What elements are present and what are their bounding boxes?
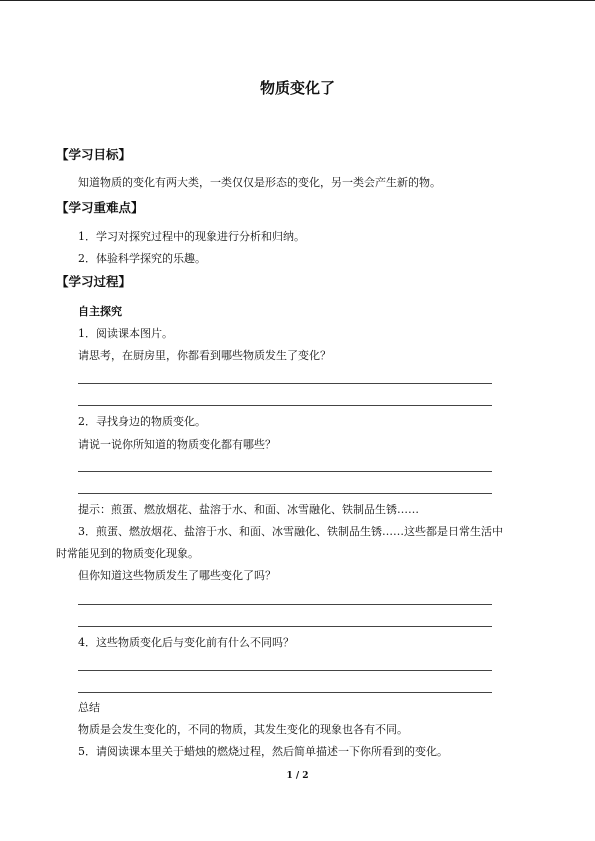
section-heading-process: 【学习过程】 xyxy=(56,274,132,289)
subheading-self-inquiry: 自主探究 xyxy=(78,305,122,318)
question-2: 2．寻找身边的物质变化。 xyxy=(78,415,206,428)
header-rule xyxy=(0,0,595,1)
answer-line xyxy=(78,405,492,406)
answer-line xyxy=(78,383,492,384)
section-heading-goals: 【学习目标】 xyxy=(56,147,132,162)
answer-line xyxy=(78,626,492,627)
question-2-prompt: 请说一说你所知道的物质变化都有哪些？ xyxy=(78,438,276,451)
page-title: 物质变化了 xyxy=(259,79,335,97)
summary-text: 物质是会发生变化的，不同的物质，其发生变化的现象也各有不同。 xyxy=(78,723,408,736)
hint-text: 提示：煎蛋、燃放烟花、盐溶于水、和面、冰雪融化、铁制品生锈…… xyxy=(78,503,419,516)
answer-line xyxy=(78,471,492,472)
question-3-prompt: 但你知道这些物质发生了哪些变化了吗？ xyxy=(78,569,276,582)
question-5: 5．请阅读课本里关于蜡烛的燃烧过程，然后简单描述一下你所看到的变化。 xyxy=(78,745,448,758)
summary-label: 总结 xyxy=(78,701,100,714)
section-heading-key-points: 【学习重难点】 xyxy=(56,200,144,215)
question-3-line-1: 3．煎蛋、燃放烟花、盐溶于水、和面、冰雪融化、铁制品生锈……这些都是日常生活中 xyxy=(78,525,503,538)
key-point-item: 2．体验科学探究的乐趣。 xyxy=(78,252,206,265)
key-point-item: 1．学习对探究过程中的现象进行分析和归纳。 xyxy=(78,230,305,243)
answer-line xyxy=(78,493,492,494)
answer-line xyxy=(78,692,492,693)
question-4: 4．这些物质变化后与变化前有什么不同吗？ xyxy=(78,636,294,649)
page-number: 1 / 2 xyxy=(286,771,309,781)
goals-text: 知道物质的变化有两大类，一类仅仅是形态的变化，另一类会产生新的物。 xyxy=(78,176,441,189)
question-3-line-2: 时常能见到的物质变化现象。 xyxy=(56,547,199,560)
answer-line xyxy=(78,670,492,671)
question-1: 1．阅读课本图片。 xyxy=(78,327,173,340)
question-1-prompt: 请思考，在厨房里，你都看到哪些物质发生了变化？ xyxy=(78,349,331,362)
answer-line xyxy=(78,604,492,605)
